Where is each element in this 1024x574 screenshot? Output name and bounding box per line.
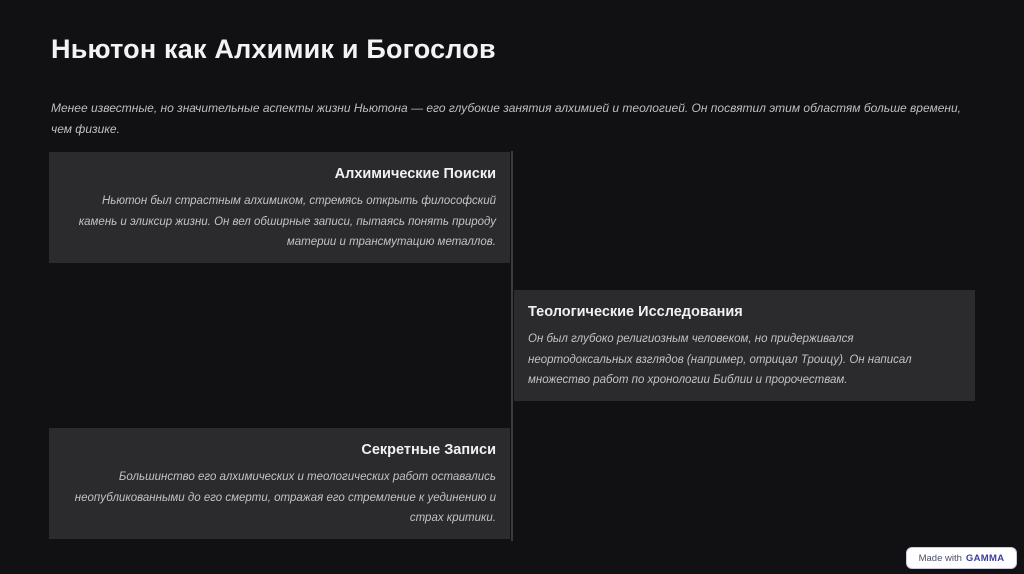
timeline-divider	[511, 151, 513, 541]
card-alchemy	[49, 152, 510, 263]
made-with-gamma-badge[interactable]	[906, 547, 1017, 569]
card-theology-text: Он был глубоко религиозным человеком, но придерживался неортодоксальных взглядов (например, отрицал Троицу). Он написал множество работ по хронологии Библии и пророчествам.	[528, 333, 912, 386]
badge-prefix: Made with	[918, 552, 962, 564]
card-alchemy-text: Ньютон был страстным алхимиком, стремясь открыть философский камень и эликсир жизни. Он вел обширные записи, пытаясь понять природу материи и трансмутацию металлов.	[78, 195, 496, 248]
gamma-logo: GAMMA	[965, 552, 1005, 564]
slide-intro: Менее известные, но значительные аспекты жизни Ньютона — его глубокие занятия алхимией и теологией. Он посвятил этим областям больше времени, чем физике.	[51, 101, 962, 136]
card-theology	[514, 290, 975, 401]
slide-title: Ньютон как Алхимик и Богослов	[51, 34, 496, 64]
card-theology-title: Теологические Исследования	[528, 304, 743, 320]
card-secret-title: Секретные Записи	[361, 442, 496, 458]
card-secret	[49, 428, 510, 539]
card-secret-text: Большинство его алхимических и теологических работ оставались неопубликованными до его смерти, отражая его стремление к уединению и страх критики.	[74, 471, 496, 524]
card-alchemy-title: Алхимические Поиски	[334, 166, 496, 182]
